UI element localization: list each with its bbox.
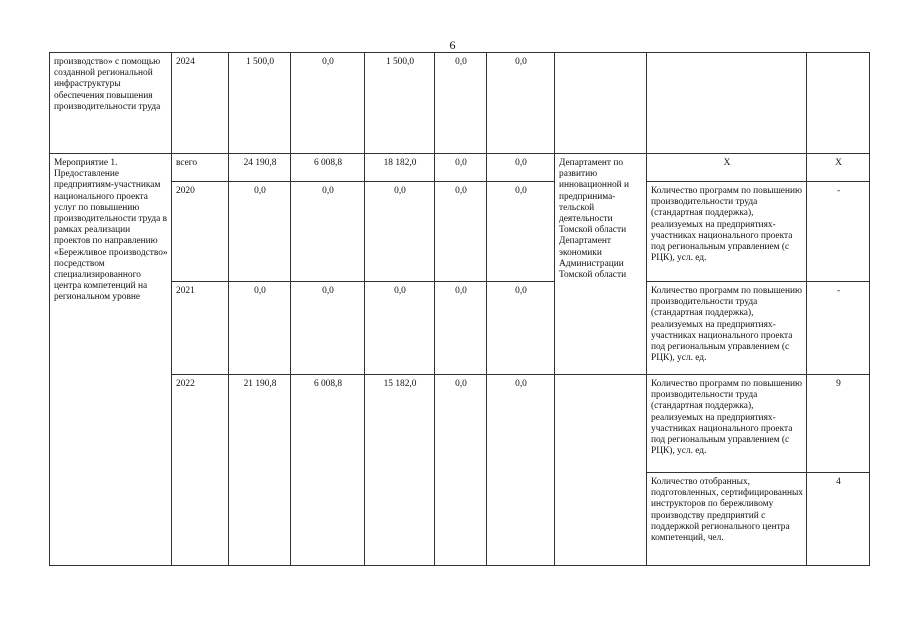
other-sources-cell: 0,0 — [487, 154, 555, 182]
federal-budget-cell: 6 008,8 — [291, 375, 365, 566]
indicator-value-cell: 4 — [807, 473, 870, 566]
other-sources-cell: 0,0 — [487, 375, 555, 566]
federal-budget-cell: 6 008,8 — [291, 154, 365, 182]
indicator-cell: Количество программ по повышению производительности труда (стандартная поддержка), реализуемых на предприятиях-участниках национального проекта под региональным управлением (с РЦК), усл. ед. — [647, 375, 807, 473]
table-row — [50, 154, 870, 182]
other-sources-cell: 0,0 — [487, 182, 555, 282]
regional-budget-cell: 0,0 — [365, 282, 435, 375]
table-row — [50, 375, 870, 473]
local-budget-cell: 0,0 — [435, 53, 487, 154]
federal-budget-cell: 0,0 — [291, 182, 365, 282]
table-row — [50, 182, 870, 282]
year-cell: всего — [172, 154, 229, 182]
activity-description-cell: производство» с помощью созданной региональной инфраструктуры обеспечения повышения производительности труда — [50, 53, 172, 154]
indicator-value-cell: 9 — [807, 375, 870, 473]
other-sources-cell: 0,0 — [487, 282, 555, 375]
page-number: 6 — [449, 38, 456, 52]
local-budget-cell: 0,0 — [435, 282, 487, 375]
indicator-cell: Количество отобранных, подготовленных, сертифицированных инструкторов по бережливому производству предприятий с поддержкой регионального центра компетенций, чел. — [647, 473, 807, 566]
indicator-cell: Количество программ по повышению производительности труда (стандартная поддержка), реализуемых на предприятиях-участниках национального проекта под региональным управлением (с РЦК), усл. ед. — [647, 282, 807, 375]
year-cell: 2021 — [172, 282, 229, 375]
indicator-value-cell: Х — [807, 154, 870, 182]
indicator-value-cell: - — [807, 182, 870, 282]
total-cell: 24 190,8 — [229, 154, 291, 182]
local-budget-cell: 0,0 — [435, 375, 487, 566]
federal-budget-cell: 0,0 — [291, 282, 365, 375]
table-row — [50, 282, 870, 375]
federal-budget-cell: 0,0 — [291, 53, 365, 154]
total-cell: 1 500,0 — [229, 53, 291, 154]
responsible-cell — [555, 53, 647, 154]
indicator-cell: Количество программ по повышению производительности труда (стандартная поддержка), реализуемых на предприятиях-участниках национального проекта под региональным управлением (с РЦК), усл. ед. — [647, 182, 807, 282]
program-table — [49, 52, 870, 566]
indicator-value-cell — [807, 53, 870, 154]
year-cell: 2022 — [172, 375, 229, 566]
activity-description-cell: Мероприятие 1. Предоставление предприятиям-участникам национального проекта услуг по повышению производительности труда в рамках реализации проектов по направлению «Бережливое производство» посредством специализированного центра компетенций на региональном уровне — [50, 154, 172, 566]
local-budget-cell: 0,0 — [435, 182, 487, 282]
other-sources-cell: 0,0 — [487, 53, 555, 154]
regional-budget-cell: 15 182,0 — [365, 375, 435, 566]
regional-budget-cell: 18 182,0 — [365, 154, 435, 182]
total-cell: 0,0 — [229, 282, 291, 375]
local-budget-cell: 0,0 — [435, 154, 487, 182]
indicator-value-cell: - — [807, 282, 870, 375]
regional-budget-cell: 0,0 — [365, 182, 435, 282]
regional-budget-cell: 1 500,0 — [365, 53, 435, 154]
total-cell: 0,0 — [229, 182, 291, 282]
responsible-cell: Департамент по развитию инновационной и предпринима-тельской деятельности Томской области Департамент экономики Администрации Томской области — [555, 154, 647, 375]
table-row — [50, 53, 870, 154]
indicator-cell: Х — [647, 154, 807, 182]
responsible-cell — [555, 375, 647, 566]
total-cell: 21 190,8 — [229, 375, 291, 566]
year-cell: 2020 — [172, 182, 229, 282]
indicator-cell — [647, 53, 807, 154]
year-cell: 2024 — [172, 53, 229, 154]
